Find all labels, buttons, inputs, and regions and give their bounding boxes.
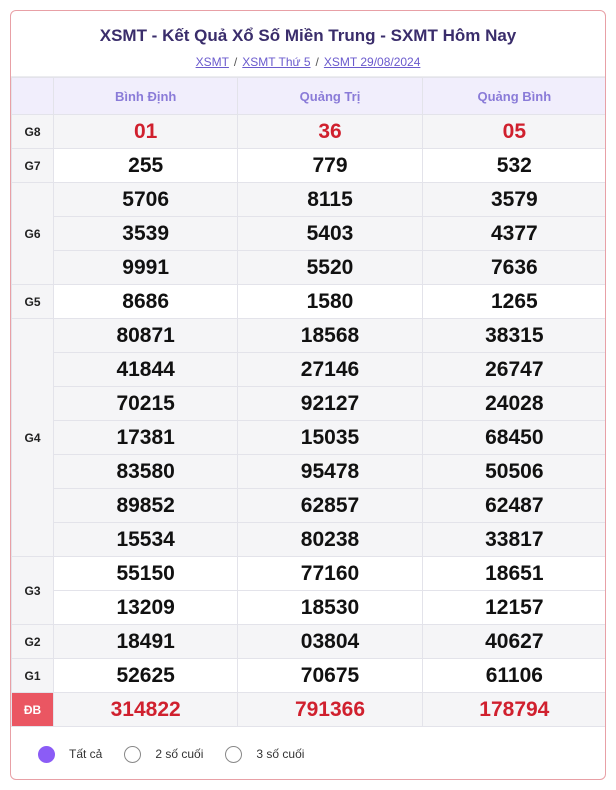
prize-label: ĐB (12, 693, 54, 727)
prize-number: 92127 (238, 387, 422, 421)
prize-number: 36 (238, 115, 422, 149)
prize-number: 77160 (238, 557, 422, 591)
prize-number: 5520 (238, 251, 422, 285)
prize-number: 178794 (422, 693, 606, 727)
prize-number: 40627 (422, 625, 606, 659)
prize-number: 68450 (422, 421, 606, 455)
prize-number: 26747 (422, 353, 606, 387)
prize-number: 89852 (54, 489, 238, 523)
prize-row (12, 183, 607, 217)
radio-last-2[interactable] (124, 746, 141, 763)
prize-number: 791366 (238, 693, 422, 727)
prize-number: 255 (54, 149, 238, 183)
prize-number: 3539 (54, 217, 238, 251)
prize-number: 314822 (54, 693, 238, 727)
prize-number: 779 (238, 149, 422, 183)
prize-number: 13209 (54, 591, 238, 625)
option-last-2[interactable] (124, 746, 203, 763)
prize-row (12, 659, 607, 693)
prize-number: 8115 (238, 183, 422, 217)
prize-number: 80871 (54, 319, 238, 353)
prize-row (12, 115, 607, 149)
prize-number: 62857 (238, 489, 422, 523)
prize-number: 50506 (422, 455, 606, 489)
prize-number: 532 (422, 149, 606, 183)
prize-row (12, 693, 607, 727)
prize-number: 62487 (422, 489, 606, 523)
prize-number: 15534 (54, 523, 238, 557)
prize-number: 61106 (422, 659, 606, 693)
prize-number: 70675 (238, 659, 422, 693)
prize-row (12, 285, 607, 319)
prize-number: 52625 (54, 659, 238, 693)
prize-number: 12157 (422, 591, 606, 625)
prize-number: 8686 (54, 285, 238, 319)
breadcrumb-separator: / (233, 55, 238, 69)
prize-number: 7636 (422, 251, 606, 285)
option-label: Tất cả (69, 747, 103, 761)
prize-number: 5706 (54, 183, 238, 217)
prize-row (12, 591, 607, 625)
results-card (10, 10, 606, 780)
breadcrumb-link-weekday[interactable]: XSMT Thứ 5 (242, 55, 311, 69)
prize-row (12, 625, 607, 659)
prize-number: 38315 (422, 319, 606, 353)
radio-all[interactable] (38, 746, 55, 763)
prize-number: 18568 (238, 319, 422, 353)
prize-number: 18530 (238, 591, 422, 625)
prize-row (12, 523, 607, 557)
prize-number: 01 (54, 115, 238, 149)
prize-row (12, 217, 607, 251)
breadcrumb-link-date[interactable]: XSMT 29/08/2024 (323, 55, 421, 69)
results-body (12, 115, 607, 727)
prize-number: 03804 (238, 625, 422, 659)
prize-row (12, 421, 607, 455)
digit-filter (11, 727, 605, 780)
breadcrumb-link-xsmt[interactable]: XSMT (195, 55, 229, 69)
prize-row (12, 489, 607, 523)
prize-number: 80238 (238, 523, 422, 557)
prize-row (12, 455, 607, 489)
prize-row (12, 251, 607, 285)
prize-number: 70215 (54, 387, 238, 421)
prize-number: 15035 (238, 421, 422, 455)
breadcrumb (11, 55, 605, 69)
prize-number: 9991 (54, 251, 238, 285)
option-last-3[interactable] (225, 746, 304, 763)
prize-label: G4 (12, 319, 54, 557)
page-title: XSMT - Kết Quả Xổ Số Miền Trung - SXMT Hôm Nay (99, 26, 517, 45)
prize-number: 4377 (422, 217, 606, 251)
prize-number: 33817 (422, 523, 606, 557)
card-header (11, 11, 605, 77)
province-header-row (12, 78, 607, 115)
prize-number: 5403 (238, 217, 422, 251)
prize-number: 95478 (238, 455, 422, 489)
results-table (11, 77, 606, 727)
corner-cell (12, 78, 54, 115)
prize-label: G5 (12, 285, 54, 319)
prize-row (12, 319, 607, 353)
prize-row (12, 149, 607, 183)
prize-label: G2 (12, 625, 54, 659)
province-header: Quảng Bình (422, 78, 606, 115)
prize-label: G7 (12, 149, 54, 183)
prize-label: G6 (12, 183, 54, 285)
province-header[interactable]: Bình Định (54, 78, 238, 115)
prize-number: 27146 (238, 353, 422, 387)
prize-number: 24028 (422, 387, 606, 421)
prize-number: 83580 (54, 455, 238, 489)
province-header[interactable]: Quảng Trị (238, 78, 422, 115)
prize-number: 05 (422, 115, 606, 149)
prize-row (12, 353, 607, 387)
prize-number: 17381 (54, 421, 238, 455)
option-all[interactable] (38, 746, 102, 763)
prize-number: 1580 (238, 285, 422, 319)
radio-last-3[interactable] (225, 746, 242, 763)
option-label: 2 số cuối (155, 747, 204, 761)
prize-number: 18491 (54, 625, 238, 659)
prize-number: 1265 (422, 285, 606, 319)
prize-label: G1 (12, 659, 54, 693)
prize-row (12, 387, 607, 421)
prize-number: 18651 (422, 557, 606, 591)
prize-row (12, 557, 607, 591)
prize-number: 3579 (422, 183, 606, 217)
prize-number: 55150 (54, 557, 238, 591)
prize-number: 41844 (54, 353, 238, 387)
breadcrumb-separator: / (315, 55, 319, 69)
option-label: 3 số cuối (256, 747, 305, 761)
prize-label: G8 (12, 115, 54, 149)
prize-label: G3 (12, 557, 54, 625)
